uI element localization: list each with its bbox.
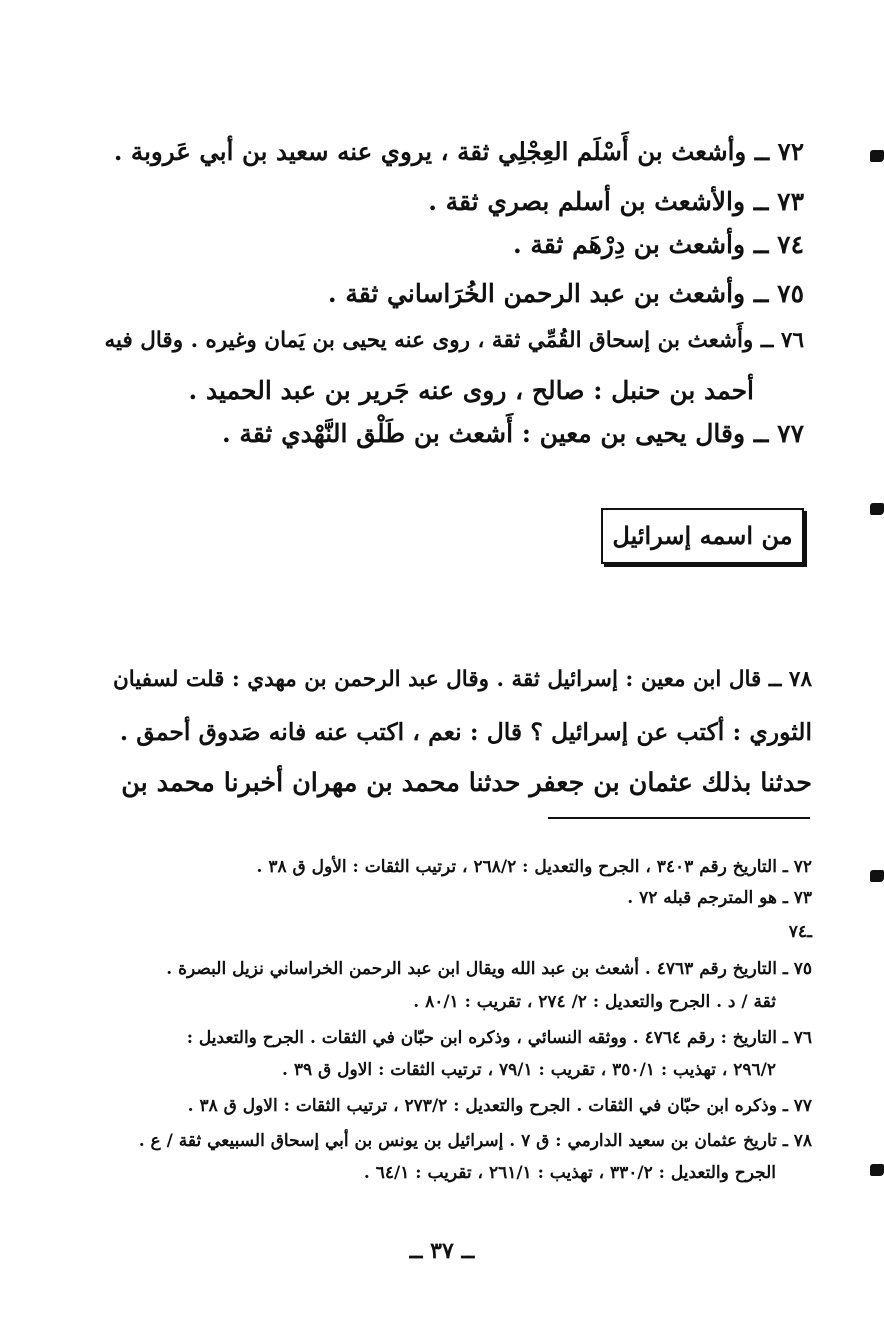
footnote-74: ـ٧٤ <box>788 922 812 942</box>
footnote-77: ٧٧ ـ وذكره ابن حبّان في الثقات . الجرح والتعديل : ٢٧٣/٢ ، ترتيب الثقات : الاول ق ٣٨ . <box>187 1096 812 1116</box>
main-paragraph-line: الثوري : أكتب عن إسرائيل ؟ قال : نعم ، اكتب عنه فانه صَدوق أحمق . <box>119 718 812 746</box>
footnote-76-continuation: ٢٩٦/٢ ، تهذيب : ٣٥٠/١ ، تقريب : ٧٩/١ ، ترتيب الثقات : الاول ق ٣٩ . <box>282 1060 776 1080</box>
entry-74: ٧٤ ــ وأشعث بن دِرْهَم ثقة . <box>512 230 804 259</box>
footnote-76: ٧٦ ـ التاريخ : رقم ٤٧٦٤ . ووثقه النسائي ، وذكره ابن حبّان في الثقات . الجرح والتعديل : <box>186 1028 812 1048</box>
entry-76-continuation: أحمد بن حنبل : صالح ، روى عنه جَرير بن عبد الحميد . <box>188 376 754 405</box>
margin-mark <box>870 870 884 882</box>
footnote-78: ٧٨ ـ تاريخ عثمان بن سعيد الدارمي : ق ٧ . إسرائيل بن يونس بن أبي إسحاق السبيعي ثقة / ع . <box>138 1131 812 1151</box>
footnote-73: ٧٣ ـ هو المترجم قبله ٧٢ . <box>627 888 812 908</box>
margin-mark <box>870 1164 884 1176</box>
main-paragraph-line: حدثنا بذلك عثمان بن جعفر حدثنا محمد بن مهران أخبرنا محمد بن <box>121 768 812 798</box>
footnote-72: ٧٢ ـ التاريخ رقم ٣٤٠٣ ، الجرح والتعديل : ٢٦٨/٢ ، ترتيب الثقات : الأول ق ٣٨ . <box>256 857 812 877</box>
section-heading: من اسمه إسرائيل <box>601 508 804 564</box>
entry-76: ٧٦ ــ وأَشعث بن إسحاق القُمِّي ثقة ، روى عنه يحيى بن يَمان وغيره . وقال فيه <box>104 328 804 353</box>
margin-mark <box>870 150 884 162</box>
footnote-78-continuation: الجرح والتعديل : ٣٣٠/٢ ، تهذيب : ٢٦١/١ ، تقريب : ٦٤/١ . <box>363 1163 776 1183</box>
page-number: ــ ٣٧ ــ <box>409 1238 475 1264</box>
main-paragraph-line: ٧٨ ــ قال ابن معين : إسرائيل ثقة . وقال عبد الرحمن بن مهدي : قلت لسفيان <box>112 667 812 692</box>
footnote-75: ٧٥ ـ التاريخ رقم ٤٧٦٣ . أشعث بن عبد الله ويقال ابن عبد الرحمن الخراساني نزيل البصرة . <box>166 959 812 979</box>
footnote-separator <box>548 817 810 819</box>
entry-75: ٧٥ ــ وأشعث بن عبد الرحمن الخُرَاساني ثقة . <box>327 279 804 308</box>
entry-72: ٧٢ ــ وأشعث بن أَسْلَم العِجْلِي ثقة ، يروي عنه سعيد بن أبي عَروبة . <box>113 137 804 166</box>
margin-mark <box>870 503 884 515</box>
footnote-75-continuation: ثقة / د . الجرح والتعديل : ٢/ ٢٧٤ ، تقريب : ٨٠/١ . <box>413 992 776 1012</box>
entry-73: ٧٣ ــ والأشعث بن أسلم بصري ثقة . <box>428 187 804 216</box>
entry-77: ٧٧ ــ وقال يحيى بن معين : أَشعث بن طَلْق النَّهْدي ثقة . <box>221 419 804 448</box>
